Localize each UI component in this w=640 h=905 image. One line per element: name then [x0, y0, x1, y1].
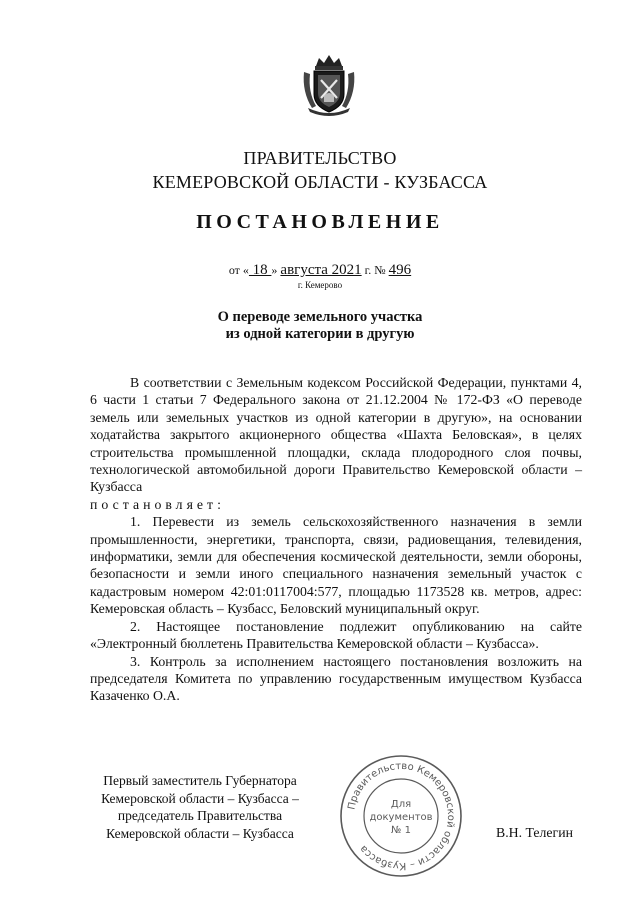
date-month-year: августа 2021: [280, 262, 362, 278]
item-1-paragraph: 1. Перевести из земель сельскохозяйственного назначения в земли промышленности, энергетики, транспорта, связи, радиовещания, телевидения, информатики, земли для обеспечения космической деятельности, земли обороны, безопасности и земли иного специального назначения земельный участок с кадастровым номером 42:01:0117004:577, площадью 1173528 кв. метров, адрес: Кемеровская область – Кузбасс, Беловский муниципальный округ.: [90, 514, 582, 617]
stamp-ring-text: Правительство Кемеровской области – Кузбасса: [346, 760, 457, 872]
item-3-paragraph: 3. Контроль за исполнением настоящего постановления возложить на председателя Комитета по управлению государственным имуществом Кузбасса Казаченко О.А.: [90, 653, 582, 704]
signatory-name: В.Н. Телегин: [496, 825, 573, 840]
date-prefix: от «: [228, 263, 249, 277]
date-suffix: г. №: [361, 263, 389, 277]
government-region: КЕМЕРОВСКОЙ ОБЛАСТИ - КУЗБАССА: [152, 172, 488, 192]
signatory-title-line: Кемеровской области – Кузбасса –: [101, 790, 299, 806]
date-mid: »: [271, 263, 281, 277]
official-stamp: [338, 753, 464, 879]
subject-line-1: О переводе земельного участка: [217, 309, 423, 325]
item-2-paragraph: 2. Настоящее постановление подлежит опубликованию на сайте «Электронный бюллетень Правительства Кемеровской области – Кузбасса».: [90, 618, 582, 652]
date-day: 18: [248, 262, 272, 278]
government-title: ПРАВИТЕЛЬСТВО: [243, 148, 397, 168]
document-number: 496: [388, 262, 412, 278]
document-type: ПОСТАНОВЛЕНИЕ: [196, 211, 444, 233]
stamp-center-line: документов: [369, 812, 433, 823]
preamble-paragraph: В соответствии с Земельным кодексом Российской Федерации, пунктами 4, 6 части 1 статьи 7 Федерального закона от 21.12.2004 № 172-ФЗ «О переводе земель или земельных участков из одной категории в другую», на основании ходатайства закрытого акционерного общества «Шахта Беловская», в целях строительства промышленной площадки, склада плодородного слоя почвы, технологической автомобильной дороги Правительство Кемеровской области – Кузбасса: [90, 375, 582, 495]
signatory-title-line: председатель Правительства: [117, 808, 283, 823]
coat-of-arms-icon: [296, 52, 362, 118]
signatory-title-line: Кемеровской области – Кузбасса: [106, 825, 294, 841]
resolves-keyword: постановляет:: [90, 496, 225, 512]
signatory-title: [80, 772, 320, 842]
signatory-title-line: Первый заместитель Губернатора: [103, 773, 297, 788]
stamp-center-line: Для: [390, 799, 412, 810]
subject-line-2: из одной категории в другую: [225, 326, 415, 342]
document-body: [90, 374, 582, 705]
date-line: [0, 262, 640, 279]
stamp-center-line: № 1: [391, 825, 411, 836]
city: г. Кемерово: [297, 280, 343, 290]
